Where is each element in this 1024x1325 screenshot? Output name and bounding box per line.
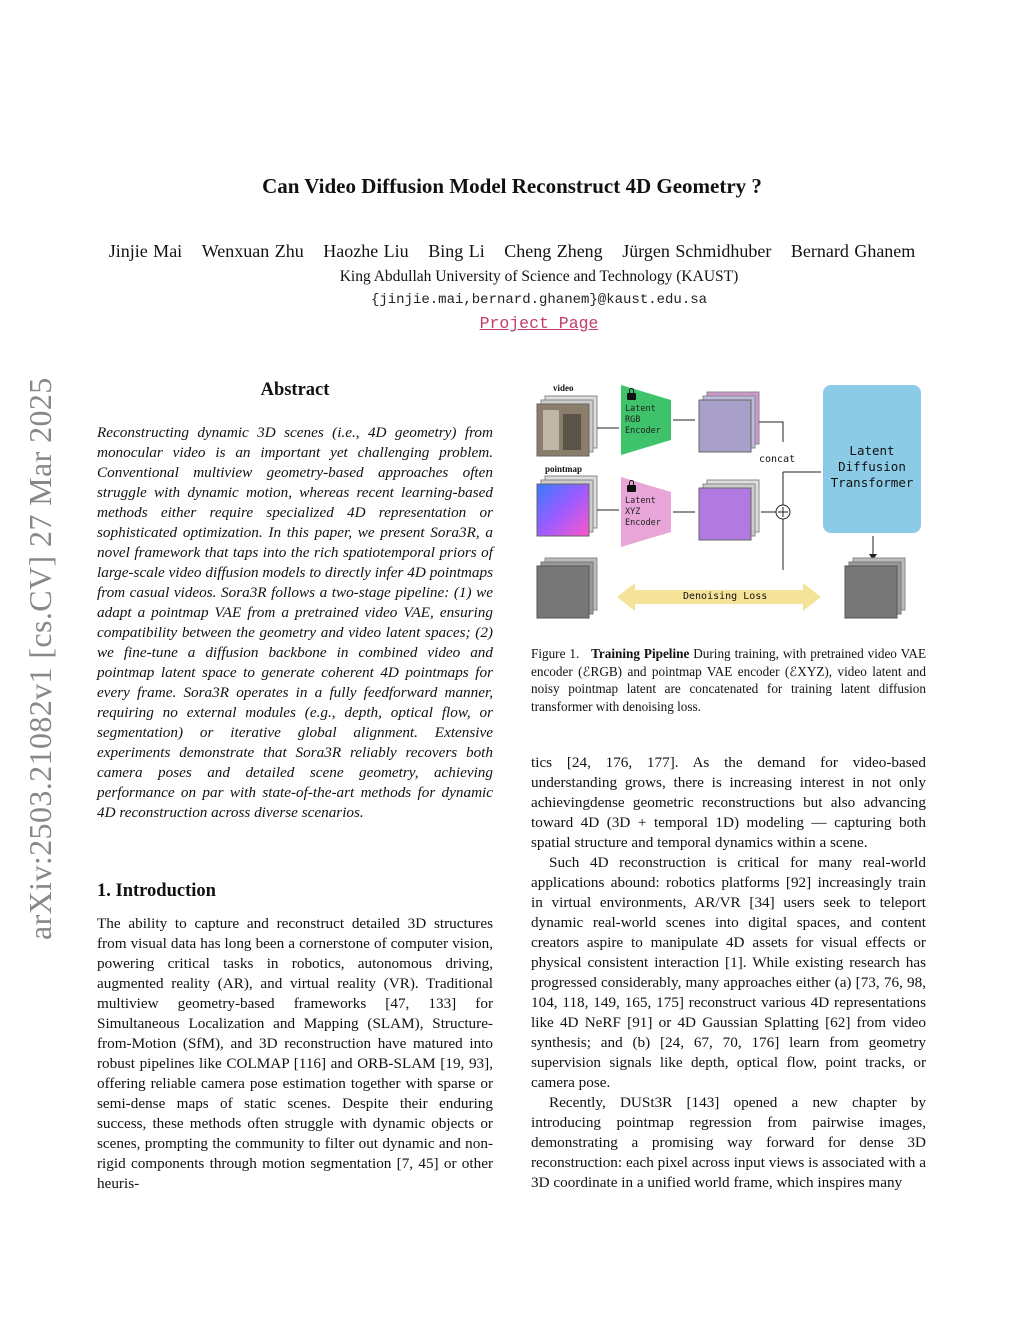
xyz-encoder-label: Latent XYZ Encoder	[625, 496, 661, 528]
affiliation: King Abdullah University of Science and Technology (KAUST)	[339, 268, 739, 285]
intro-text-right	[531, 753, 926, 1193]
figure-caption	[531, 645, 926, 715]
paragraph: Such 4D reconstruction is critical for many real-world applications abound: robotics platforms [92] increasingly train in virtual environments, AR/VR [34] users seek to teleport dynamic real-world scenes into digital spaces, and content creators aspire to manipulate 4D assets for visual effects or physical consistent interaction [1]. While existing research has progressed considerably, many approaches either (a) [73, 76, 98, 104, 118, 149, 165, 175] reconstruct various 4D representations like 4D NeRF [91] or 4D Gaussian Splatting [62] from video synthesis; and (b) [24, 67, 70, 176] learn from geometry supervision signals like depth, optical flow, point tracks, or camera pose.	[531, 854, 926, 1091]
arxiv-stamp: arXiv:2503.21082v1 [cs.CV] 27 Mar 2025	[22, 377, 58, 940]
author: Wenxuan Zhu	[201, 241, 304, 261]
rgb-encoder-label: Latent RGB Encoder	[625, 404, 661, 436]
paragraph: tics [24, 176, 177]. As the demand for video-based understanding grows, there is increasing interest in not only achievingdense geometric reconstructions but also advancing toward 4D (3D + temporal 1D) modeling — capturing both spatial structure and temporal dynamics within a scene.	[531, 754, 926, 851]
intro-text-left: The ability to capture and reconstruct detailed 3D structures from visual data has long been a cornerstone of computer vision, powering critical tasks in robotics, autonomous driving, augmented reality (AR), and virtual reality (VR). Traditional multiview geometry-based frameworks [47, 133] for Simultaneous Localization and Mapping (SLAM), Structure-from-Motion (SfM), and 3D reconstruction have matured into robust pipelines like COLMAP [116] and ORB-SLAM [19, 93], offering reliable camera pose estimation together with sparse or semi-dense maps of static scenes. Despite their enduring success, these methods often struggle with dynamic objects or scenes, prompting the community to filter out dynamic and non-rigid components through motion segmentation [7, 45] or other heuris-	[97, 915, 493, 1192]
training-pipeline-figure	[531, 380, 931, 620]
paragraph: Recently, DUSt3R [143] opened a new chapter by introducing pointmap regression from pairwise images, demonstrating a promising way forward for dense 3D reconstruction: each pixel across input views is associated with a 3D coordinate in a unified world frame, which inspires many	[531, 1094, 926, 1191]
latent-diffusion-transformer	[823, 385, 921, 533]
author: Bing Li	[428, 241, 485, 261]
author: Jürgen Schmidhuber	[622, 241, 772, 261]
intro-heading: 1. Introduction	[97, 881, 216, 901]
transformer-label: Latent Diffusion Transformer	[830, 443, 914, 490]
email: {jinjie.mai,bernard.ghanem}@kaust.edu.sa	[370, 292, 708, 308]
video-label: video	[553, 383, 574, 393]
caption-text: During training, with pretrained video VAE encoder (ℰRGB) and pointmap VAE encoder (ℰXYZ), video latent and noisy pointmap latent are concatenated for training latent diffusion transformer with denoising loss.	[531, 646, 927, 714]
project-page-link[interactable]: Project Page	[479, 314, 599, 333]
author: Bernard Ghanem	[790, 241, 916, 261]
caption-label: Figure 1.	[531, 646, 580, 661]
concat-label: concat	[759, 454, 796, 465]
author: Haozhe Liu	[323, 241, 409, 261]
author: Cheng Zheng	[504, 241, 603, 261]
pointmap-label: pointmap	[545, 464, 583, 474]
author: Jinjie Mai	[108, 241, 183, 261]
caption-bold: Training Pipeline	[591, 646, 690, 661]
author-list	[0, 241, 1024, 262]
abstract-text: Reconstructing dynamic 3D scenes (i.e., 4D geometry) from monocular video is an important yet challenging problem. Conventional multiview geometry-based approaches often struggle with dynamic motion, whereas recent learning-based methods either require specialized 4D representation or sophisticated optimization. In this paper, we present Sora3R, a novel framework that taps into the rich spatiotemporal priors of large-scale video diffusion models to directly infer 4D pointmaps from casual videos. Sora3R follows a two-stage pipeline: (1) we adapt a pointmap VAE from a pretrained video VAE, ensuring compatibility between the geometry and video latent spaces; (2) we fine-tune a diffusion backbone in combined video and pointmap latent space to generate coherent 4D pointmaps for every frame. Sora3R operates in a fully feedforward manner, requiring no external modules (e.g., depth, optical flow, or segmentation) or iterative global alignment. Extensive experiments demonstrate that Sora3R reliably recovers both camera poses and detailed scene geometry, achieving performance on par with state-of-the-art methods for dynamic 4D reconstruction across diverse scenarios.	[97, 424, 493, 821]
paper-title: Can Video Diffusion Model Reconstruct 4D Geometry ?	[262, 174, 762, 198]
denoising-loss-label: Denoising Loss	[683, 591, 768, 602]
abstract-heading: Abstract	[260, 380, 330, 400]
